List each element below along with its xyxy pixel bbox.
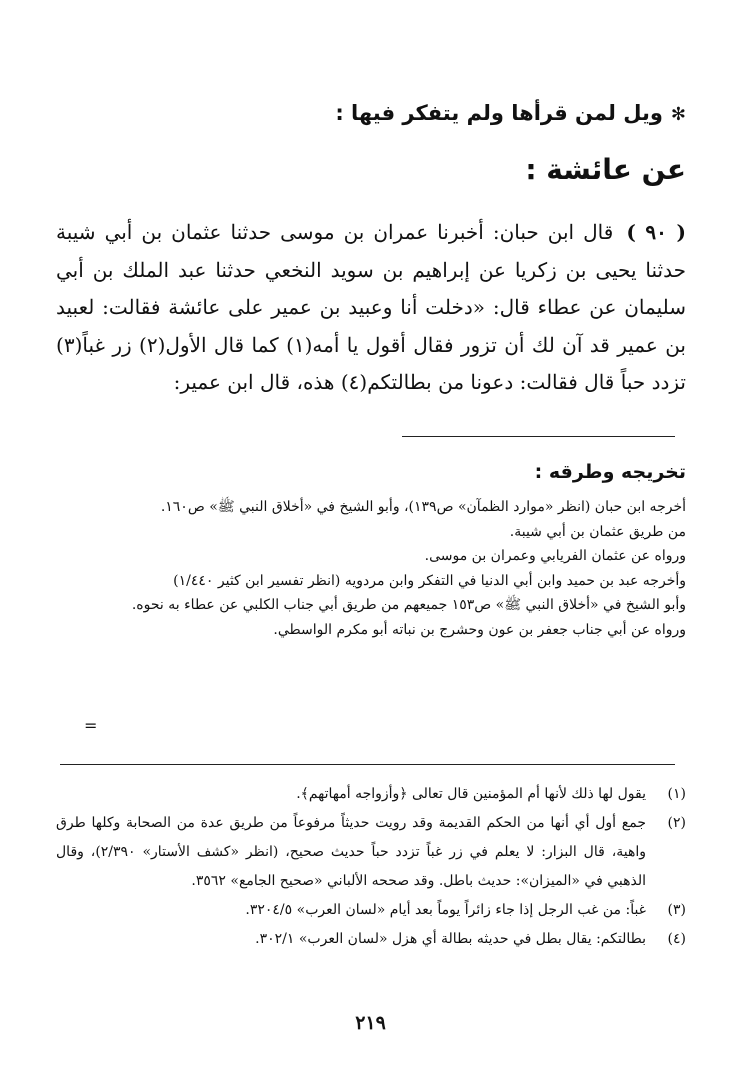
footnote-text: بطالتكم: يقال بطل في حديثه بطالة أي هزل «لسان العرب» ٣٠٢/١. [255,931,646,947]
continuation-mark: = [84,716,98,735]
section-heading-text: ويل لمن قرأها ولم يتفكر فيها : [335,101,663,125]
takhrij-block [56,495,686,642]
footnote-number: (٣) [667,902,686,918]
footnotes-block [56,780,686,954]
hadith-body: قال ابن حبان: أخبرنا عمران بن موسى حدثنا عثمان بن أبي شيبة حدثنا يحيى بن زكريا عن إبراهيم بن سويد النخعي حدثنا عبد الملك بن أبي سليمان عن عطاء قال: «دخلت أنا وعبيد بن عمير على عائشة فقالت: لعبيد بن عمير قد آن لك أن تزور فقال أقول يا أمه(١) كما قال الأول(٢) زر غباً(٣) تزدد حباً قال فقالت: دعونا من بطالتكم(٤) هذه، قال ابن عمير: [56,220,686,394]
section-heading [56,98,686,130]
footnote-item [56,896,686,925]
star-icon: ✻ [670,104,686,125]
section-divider [402,436,675,437]
takhrij-line: من طريق عثمان بن أبي شيبة. [509,523,686,540]
footnote-number: (٤) [667,931,686,947]
footnote-text: غباً: من غب الرجل إذا جاء زائراً يوماً بعد أيام «لسان العرب» ٣٢٠٤/٥. [245,902,646,918]
footnote-number: (١) [667,786,686,802]
footnote-divider [60,764,675,765]
takhrij-line: ورواه عن أبي جناب جعفر بن عون وحشرج بن نباته أبو مكرم الواسطي. [273,621,686,638]
takhrij-line: وأبو الشيخ في «أخلاق النبي ﷺ» ص١٥٣ جميعهم من طريق أبي جناب الكلبي عن عطاء به نحوه. [131,597,686,613]
takhrij-line: أخرجه ابن حبان (انظر «موارد الظمآن» ص١٣٩)، وأبو الشيخ في «أخلاق النبي ﷺ» ص١٦٠. [160,499,686,515]
footnote-text: يقول لها ذلك لأنها أم المؤمنين قال تعالى ﴿وأزواجه أمهاتهم﴾. [296,786,646,802]
page-number: ٢١٩ [355,1012,386,1034]
takhrij-line: ورواه عن عثمان الفريابي وعمران بن موسى. [424,548,686,564]
footnote-item [56,925,686,954]
hadith-number: ( ٩٠ ) [626,220,686,244]
hadith-text-block [56,214,686,402]
footnote-number: (٢) [667,815,686,831]
footnote-text: جمع أول أي أنها من الحكم القديمة وقد رويت حديثاً مرفوعاً من طريق عدة من الصحابة وكلها طرق واهية، قال البزار: لا يعلم في زر غباً تزدد حباً حديث صحيح، (انظر «كشف الأستار» ٢/٣٩٠)، وقال الذهبي في «الميزان»: حديث باطل. وقد صححه الألباني «صحيح الجامع» ٣٥٦٢. [56,815,646,889]
footnote-item [56,780,686,809]
takhrij-heading: تخريجه وطرقه : [534,461,686,483]
narrator-heading: عن عائشة : [525,153,686,186]
takhrij-line: وأخرجه عبد بن حميد وابن أبي الدنيا في التفكر وابن مردويه (انظر تفسير ابن كثير ١/٤٤٠) [173,572,686,589]
footnote-item [56,809,686,896]
